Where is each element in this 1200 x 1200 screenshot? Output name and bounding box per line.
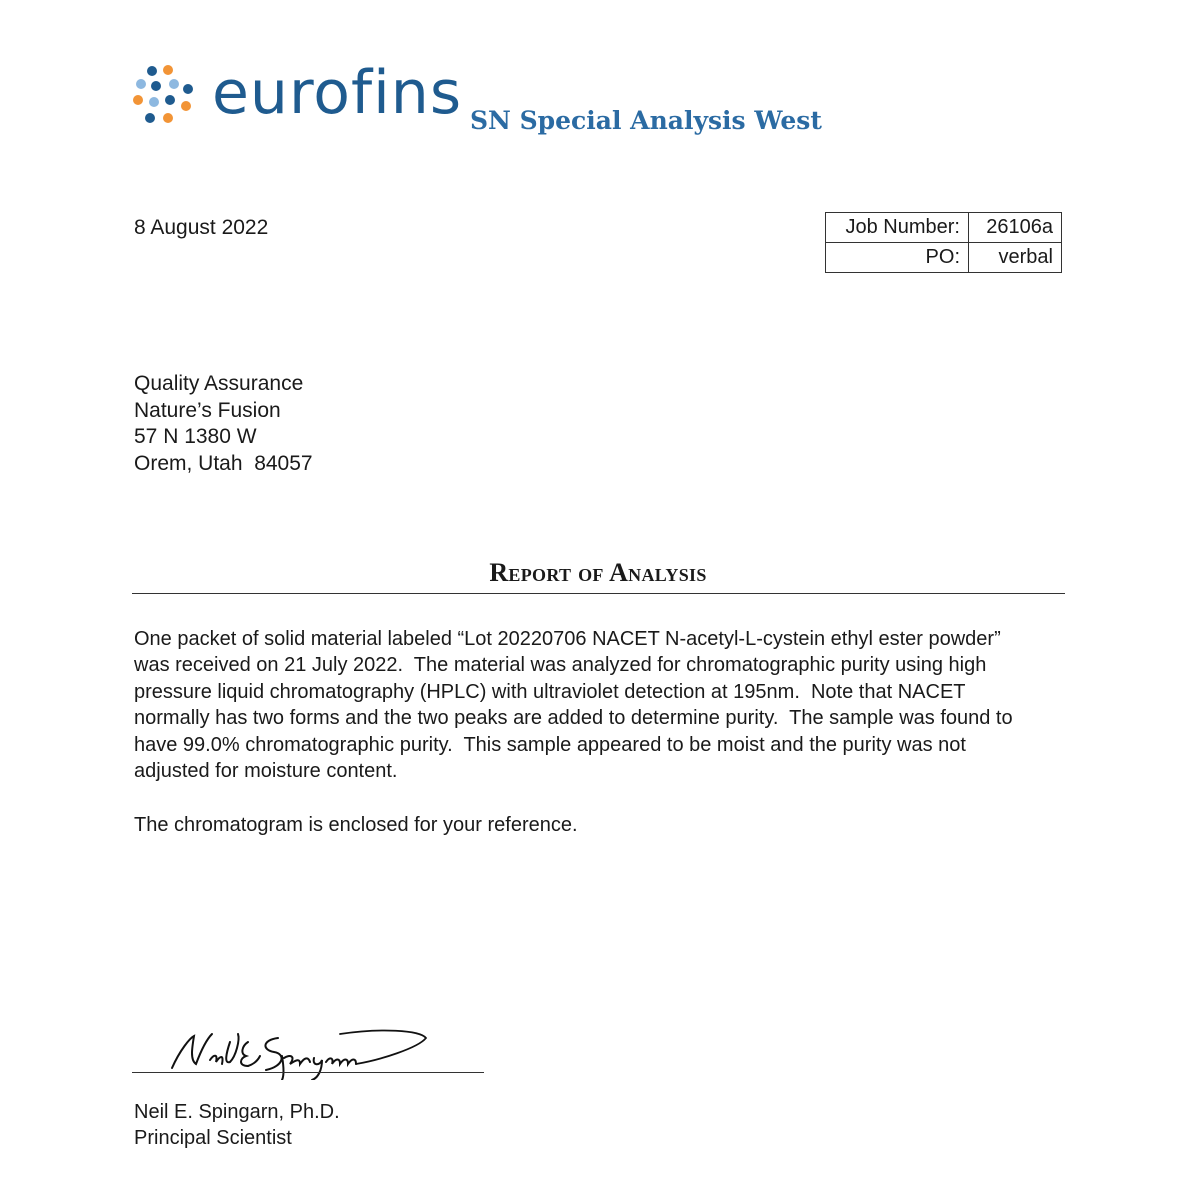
signer-title: Principal Scientist: [134, 1127, 292, 1149]
recipient-address: [134, 371, 313, 477]
po-row: [826, 243, 1062, 273]
address-line: Quality Assurance: [134, 372, 304, 395]
signature-line: [132, 1072, 484, 1073]
job-number-label: Job Number:: [826, 213, 969, 243]
brand-name: eurofins: [212, 58, 463, 128]
address-line: Orem, Utah 84057: [134, 451, 313, 475]
handwritten-signature: [150, 1020, 450, 1080]
report-body: [134, 626, 1074, 784]
po-label: PO:: [826, 243, 969, 273]
signer-block: [134, 1099, 340, 1151]
body-line: have 99.0% chromatographic purity. This sample appeared to be moist and the purity was not: [134, 733, 966, 756]
address-line: Nature’s Fusion: [134, 398, 281, 422]
body-line: One packet of solid material labeled “Lot 20220706 NACET N-acetyl-L-cystein ethyl ester powder”: [134, 628, 1001, 650]
eurofins-logo-icon: [132, 62, 202, 128]
report-title: Report of Analysis: [489, 558, 707, 587]
job-number-row: [826, 213, 1062, 243]
report-date: 8 August 2022: [134, 216, 269, 239]
address-line: 57 N 1380 W: [134, 425, 257, 448]
body-line: normally has two forms and the two peaks are added to determine purity. The sample was found to: [134, 707, 1013, 730]
reference-note: The chromatogram is enclosed for your reference.: [134, 814, 578, 836]
job-info-box: [825, 212, 1062, 273]
signer-name: Neil E. Spingarn, Ph.D.: [134, 1101, 340, 1123]
job-number-value: 26106a: [969, 213, 1062, 243]
body-line: was received on 21 July 2022. The material was analyzed for chromatographic purity using high: [134, 654, 987, 677]
body-line: pressure liquid chromatography (HPLC) with ultraviolet detection at 195nm. Note that NACET: [134, 680, 966, 703]
division-name: SN Special Analysis West: [470, 106, 822, 135]
title-divider: [132, 593, 1065, 594]
body-line: adjusted for moisture content.: [134, 760, 398, 783]
po-value: verbal: [969, 243, 1062, 273]
